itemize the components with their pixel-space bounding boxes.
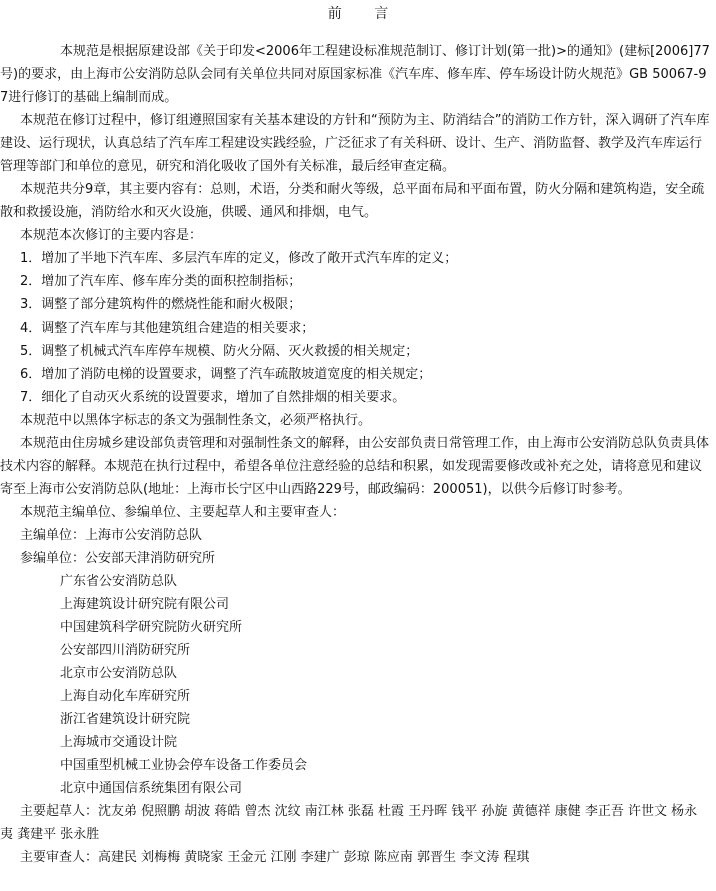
main-reviewers: 主要审查人：高建民 刘梅梅 黄晓家 王金元 江刚 李建广 彭琼 陈应南 郭晋生 李文涛 程琪 (20, 850, 530, 866)
main-drafters: 主要起草人：沈友弟 倪照鹏 胡波 蒋皓 曾杰 沈纹 南江林 张磊 杜霞 王丹晖 钱平 孙旋 黄德祥 康健 李正吾 许世文 杨永夷 龚建平 张永胜 (0, 804, 698, 843)
change-item: 3．调整了部分建筑构件的燃烧性能和耐火极限； (20, 297, 302, 313)
participating-unit-first: 参编单位：公安部天津消防研究所 (20, 551, 216, 567)
participating-unit: 上海城市交通设计院 (60, 735, 178, 751)
paragraph-basis: 本规范是根据原建设部《关于印发<2006年工程建设标准规范制订、修订计划(第一批)>的通知》(建标[2006]77号)的要求，由上海市公安消防总队会同有关单位共同对原国家标准《汽车库、修车库、停车场设计防火规范》GB 50067-97进行修订的基础上编制而成。 (0, 44, 710, 105)
participating-unit: 公安部四川消防研究所 (60, 643, 191, 659)
participating-unit: 北京中通国信系统集团有限公司 (60, 781, 243, 797)
paragraph-management: 本规范由住房城乡建设部负责管理和对强制性条文的解释，由公安部负责日常管理工作，由上海市公安消防总队负责具体技术内容的解释。本规范在执行过程中，希望各单位注意经验的总结和积累，如发现需要修改或补充之处，请将意见和建议寄至上海市公安消防总队(地址：上海市长宁区中山西路229号，邮政编码：200051)，以供今后修订时参考。 (0, 436, 710, 498)
participating-unit: 中国重型机械工业协会停车设备工作委员会 (60, 758, 308, 774)
paragraph-contents: 本规范共分9章，其主要内容有：总则，术语，分类和耐火等级，总平面布局和平面布置，防火分隔和建筑构造，安全疏散和救援设施，消防给水和灭火设施，供暖、通风和排烟，电气。 (0, 182, 705, 220)
participating-unit: 北京市公安消防总队 (60, 666, 178, 682)
change-item: 4．调整了汽车库与其他建筑组合建造的相关要求； (20, 320, 315, 336)
participating-unit: 中国建筑科学研究院防火研究所 (60, 620, 243, 636)
paragraph-process: 本规范在修订过程中，修订组遵照国家有关基本建设的方针和“预防为主、防消结合”的消防工作方针，深入调研了汽车库建设、运行现状，认真总结了汽车库工程建设实践经验，广泛征求了有关科研、设计、生产、消防监督、教学及汽车库运行管理等部门和单位的意见，研究和消化吸收了国外有关标准，最后经审查定稿。 (0, 113, 710, 174)
change-item: 2．增加了汽车库、修车库分类的面积控制指标； (20, 274, 302, 290)
paragraph-changes-intro: 本规范本次修订的主要内容是： (20, 228, 203, 243)
page-title: 前 言 (327, 6, 403, 22)
change-item: 1．增加了半地下汽车库、多层汽车库的定义，修改了敞开式汽车库的定义； (20, 251, 458, 266)
chief-unit: 主编单位：上海市公安消防总队 (20, 528, 203, 544)
participating-unit: 上海自动化车库研究所 (60, 689, 191, 705)
participating-unit: 上海建筑设计研究院有限公司 (60, 597, 230, 613)
preface-body (0, 40, 716, 869)
paragraph-units-intro: 本规范主编单位、参编单位、主要起草人和主要审查人： (20, 505, 346, 521)
change-item: 5．调整了机械式汽车库停车规模、防火分隔、灭火救援的相关规定； (20, 343, 419, 359)
participating-unit: 浙江省建筑设计研究院 (60, 712, 191, 728)
change-item: 6．增加了消防电梯的设置要求，调整了汽车疏散坡道宽度的相关规定； (20, 367, 432, 383)
paragraph-mandatory: 本规范中以黑体字标志的条文为强制性条文，必须严格执行。 (20, 413, 372, 429)
change-item: 7．细化了自动灭火系统的设置要求，增加了自然排烟的相关要求。 (20, 390, 406, 406)
participating-unit: 广东省公安消防总队 (60, 574, 178, 590)
